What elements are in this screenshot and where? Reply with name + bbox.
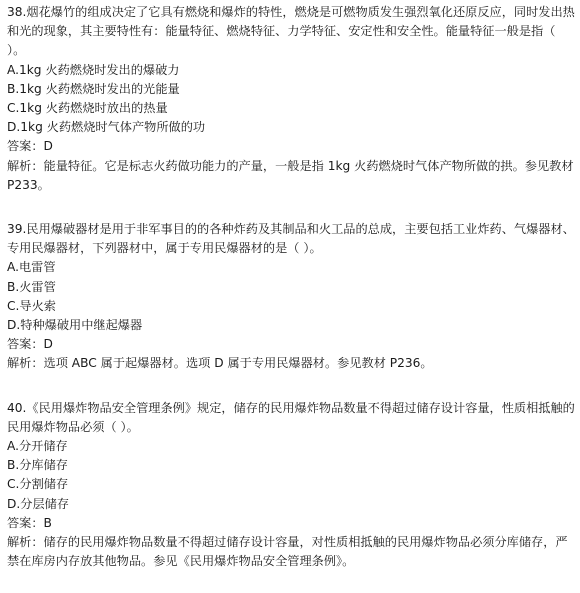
analysis: 解析：储存的民用爆炸物品数量不得超过储存设计容量，对性质相抵触的民用爆炸物品必须分库储存，严禁在库房内存放其他物品。参见《民用爆炸物品安全管理条例》。 [7,535,568,569]
answer: 答案：B [7,515,52,530]
analysis: 解析：能量特征。它是标志火药做功能力的产量，一般是指 1kg 火药燃烧时气体产物所做的拱。参见教材 P233。 [7,158,574,192]
question-stem: 38.烟花爆竹的组成决定了它具有燃烧和爆炸的特性，燃烧是可燃物质发生强烈氧化还原反应，同时发出热和光的现象，其主要特性有：能量特征、燃烧特征、力学特征、安定性和安全性。能量特征一般是指（ ）。 [7,5,575,58]
option-a: A.电雷管 [7,260,56,275]
option-d: D.分层储存 [7,496,70,511]
question-39 [7,220,576,374]
option-d: D.1kg 火药燃烧时气体产物所做的功 [7,120,206,135]
option-d: D.特种爆破用中继起爆器 [7,318,143,333]
analysis: 解析：选项 ABC 属于起爆器材。选项 D 属于专用民爆器材。参见教材 P236。 [7,356,433,371]
question-stem: 39.民用爆破器材是用于非军事目的的各种炸药及其制品和火工品的总成，主要包括工业炸药、气爆器材、专用民爆器材，下列器材中，属于专用民爆器材的是（ ）。 [7,222,575,256]
option-c: C.导火索 [7,298,56,313]
answer: 答案：D [7,337,53,352]
option-b: B.火雷管 [7,279,56,294]
option-a: A.1kg 火药燃烧时发出的爆破力 [7,62,180,77]
option-b: B.1kg 火药燃烧时发出的光能量 [7,81,180,96]
option-a: A.分开储存 [7,439,68,454]
question-stem: 40.《民用爆炸物品安全管理条例》规定，储存的民用爆炸物品数量不得超过储存设计容量，性质相抵触的民用爆炸物品必须（ ）。 [7,400,575,434]
question-gap [7,195,576,220]
option-c: C.分割储存 [7,477,69,492]
option-c: C.1kg 火药燃烧时放出的热量 [7,101,168,116]
question-40 [7,399,576,572]
option-b: B.分库储存 [7,458,68,473]
answer: 答案：D [7,139,53,154]
question-gap [7,374,576,399]
question-38 [7,3,576,195]
